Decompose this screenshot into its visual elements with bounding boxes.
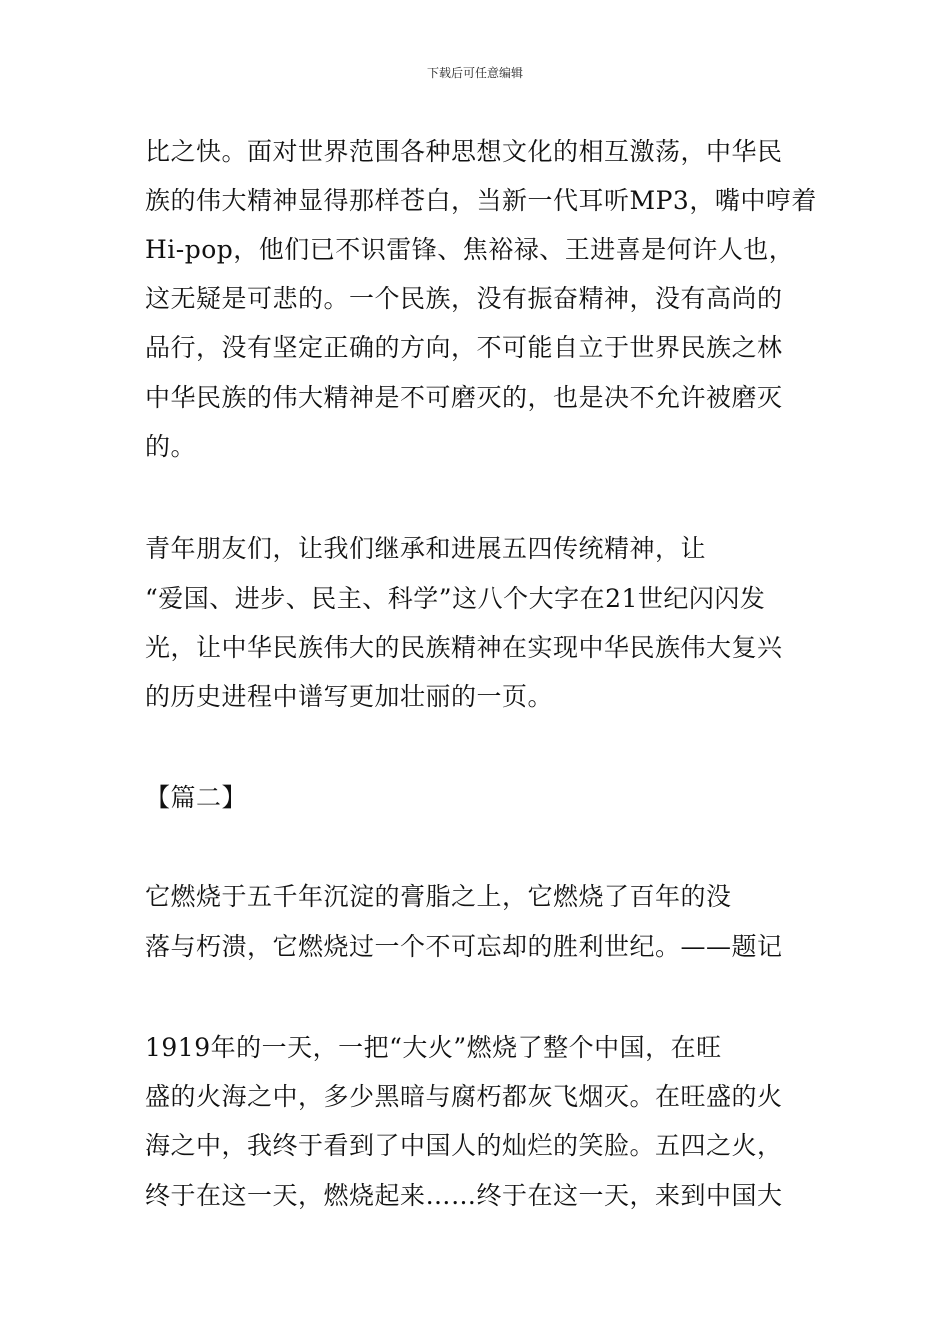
text-line: 族的伟大精神显得那样苍白，当新一代耳听MP3，嘴中哼着 [145,186,817,215]
page-header: 下载后可任意编辑 [426,66,523,80]
text-line: 它燃烧于五千年沉淀的膏脂之上，它燃烧了百年的没 [145,882,732,911]
text-line: 落与朽溃，它燃烧过一个不可忘却的胜利世纪。——题记 [145,932,783,961]
text-line: 1919年的一天，一把“大火”燃烧了整个中国，在旺 [145,1033,722,1062]
text-line: 比之快。面对世界范围各种思想文化的相互激荡，中华民 [145,137,783,166]
text-line: 的历史进程中谱写更加壮丽的一页。 [145,682,554,711]
text-line: 终于在这一天，燃烧起来……终于在这一天，来到中国大 [145,1181,783,1210]
text-line: Hi-pop，他们已不识雷锋、焦裕禄、王进喜是何许人也， [145,235,795,264]
text-line: 品行，没有坚定正确的方向，不可能自立于世界民族之林 [145,333,783,362]
text-line: 光，让中华民族伟大的民族精神在实现中华民族伟大复兴 [145,633,783,662]
text-line: 的。 [145,432,197,461]
text-line: 这无疑是可悲的。一个民族，没有振奋精神，没有高尚的 [145,284,783,313]
section-heading: 【篇二】 [145,783,248,812]
text-line: 中华民族的伟大精神是不可磨灭的，也是决不允许被磨灭 [145,383,783,412]
text-line: “爱国、进步、民主、科学”这八个大字在21世纪闪闪发 [145,584,766,613]
text-line: 青年朋友们，让我们继承和进展五四传统精神，让 [145,534,707,563]
text-line: 海之中，我终于看到了中国人的灿烂的笑脸。五四之火， [145,1131,783,1160]
text-line: 盛的火海之中，多少黑暗与腐朽都灰飞烟灭。在旺盛的火 [145,1082,783,1111]
